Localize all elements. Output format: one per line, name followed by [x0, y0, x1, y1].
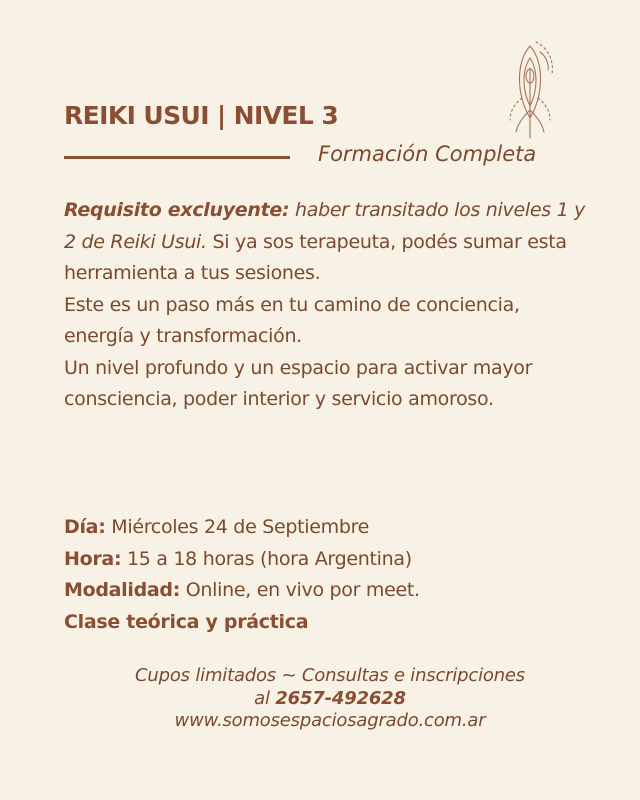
title-divider	[64, 156, 290, 159]
requirement-paragraph	[64, 195, 589, 290]
paragraph-2: Este es un paso más en tu camino de conciencia, energía y transformación.	[64, 293, 520, 347]
feather-icon	[500, 38, 560, 142]
class-type: Clase teórica y práctica	[64, 610, 309, 633]
mode-value: Online, en vivo por meet.	[180, 579, 420, 601]
mode-label: Modalidad:	[64, 579, 181, 601]
time-line	[64, 544, 589, 576]
page-title: REIKI USUI | NIVEL 3	[64, 101, 339, 130]
requirement-label: Requisito excluyente:	[64, 199, 290, 221]
footer-line-2	[0, 688, 640, 711]
event-details	[64, 512, 589, 638]
requirement-rest: Si ya sos terapeuta, podés sumar esta herramienta a tus sesiones.	[64, 230, 567, 284]
footer	[0, 665, 640, 733]
day-line	[64, 512, 589, 544]
intro-text	[64, 195, 589, 416]
day-value: Miércoles 24 de Septiembre	[105, 516, 370, 538]
time-label: Hora:	[64, 547, 122, 570]
phone-number[interactable]: 2657-492628	[275, 687, 406, 709]
footer-line-1: Cupos limitados ~ Consultas e inscripciones	[135, 665, 525, 686]
day-label: Día:	[64, 516, 106, 538]
time-value: 15 a 18 horas (hora Argentina)	[121, 547, 412, 570]
mode-line	[64, 575, 589, 607]
requirement-text: haber transitado los niveles 1 y 2 de Reiki Usui.	[64, 199, 586, 253]
subtitle: Formación Completa	[318, 142, 537, 166]
footer-prefix: al	[254, 687, 276, 709]
paragraph-3: Un nivel profundo y un espacio para activar mayor consciencia, poder interior y servicio amoroso.	[64, 356, 533, 410]
website-link[interactable]: www.somosespaciosagrado.com.ar	[174, 710, 486, 731]
